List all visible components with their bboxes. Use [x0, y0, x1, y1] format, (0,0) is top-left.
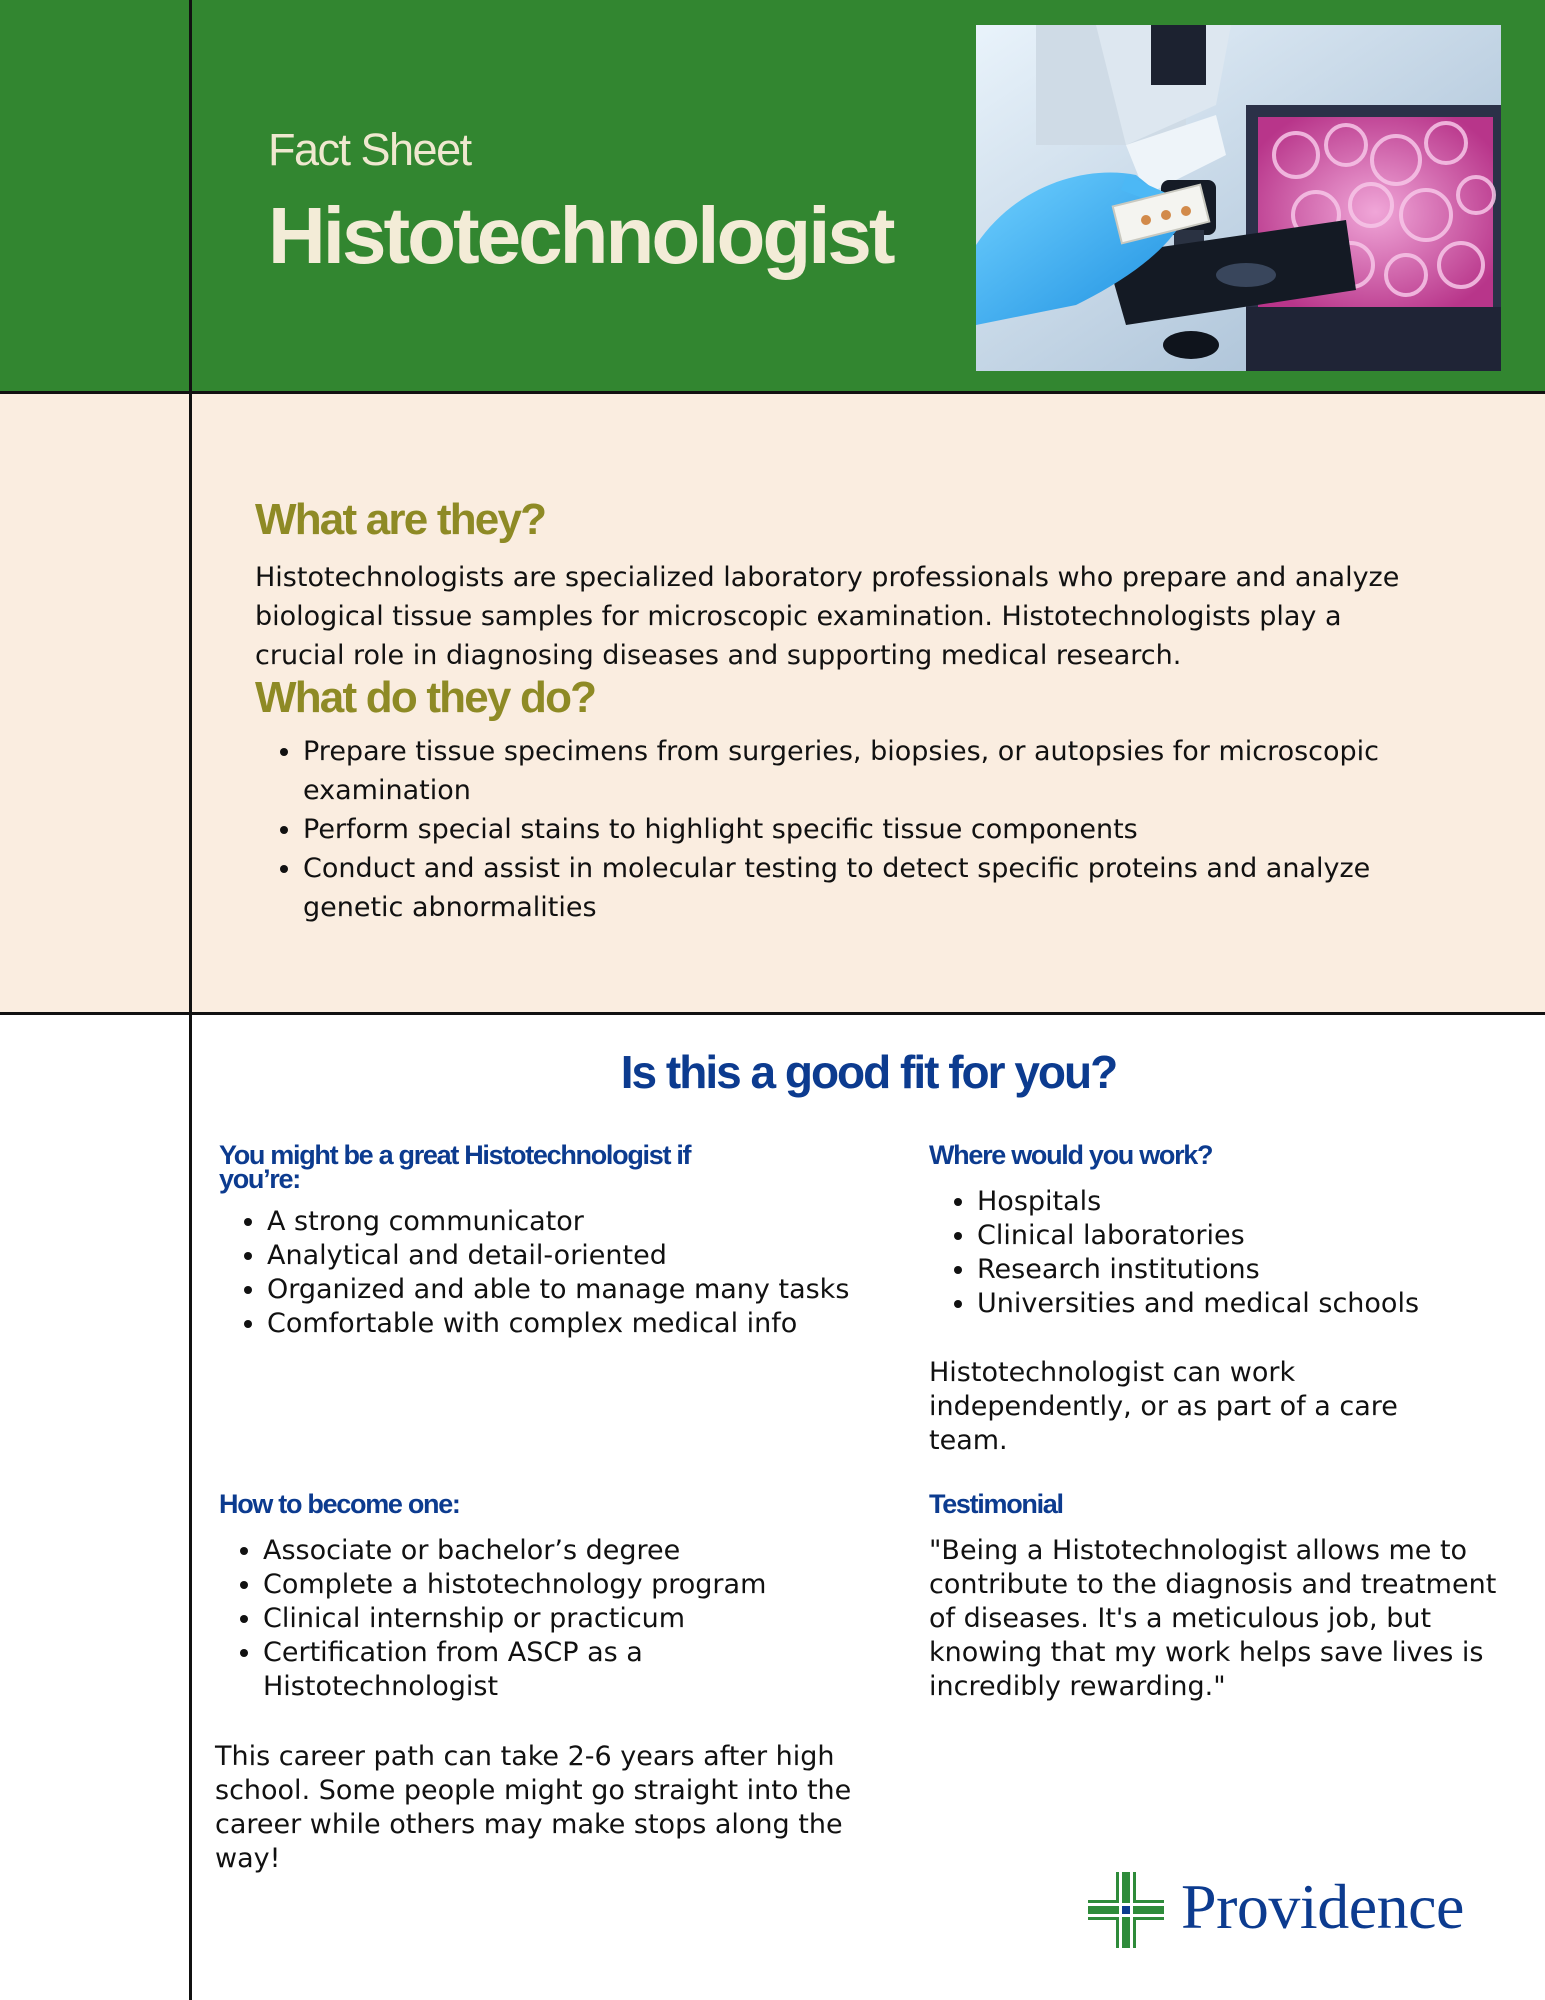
duties-list [255, 732, 1453, 927]
what-are-they-heading: What are they? [255, 495, 546, 544]
traits-heading: You might be a great Histotechnologist if you’re: [219, 1140, 691, 1194]
microscope-photo [976, 25, 1501, 371]
work-note: Histotechnologist can work independently, or as part of a care team. [929, 1357, 1398, 1456]
list-item: • A strong communicator [267, 1205, 867, 1239]
testimonial-heading: Testimonial [929, 1489, 1063, 1519]
list-item: • Associate or bachelor’s degree [263, 1534, 863, 1568]
list-item: • Perform special stains to highlight specific tissue components [303, 810, 1453, 849]
list-item: • Analytical and detail-oriented [267, 1239, 867, 1273]
list-item: • Certification from ASCP as a Histotechnologist [263, 1636, 863, 1704]
divider-intro [0, 1012, 1545, 1015]
providence-logo [1086, 1870, 1486, 1950]
list-item: • Comfortable with complex medical info [267, 1307, 867, 1341]
become-note: This career path can take 2-6 years after high school. Some people might go straight into the career while others may make stops along the way! [215, 1741, 852, 1874]
steps-list [215, 1534, 863, 1704]
list-item: • Universities and medical schools [977, 1287, 1545, 1321]
list-item: • Research institutions [977, 1253, 1545, 1287]
workplaces-list [929, 1185, 1545, 1321]
divider-vertical [189, 0, 192, 2000]
list-item: • Complete a histotechnology program [263, 1568, 863, 1602]
list-item: • Clinical laboratories [977, 1219, 1545, 1253]
list-item: • Conduct and assist in molecular testing to detect specific proteins and analyze genetic abnormalities [303, 849, 1453, 927]
traits-list [219, 1205, 867, 1341]
what-do-they-do-heading: What do they do? [255, 673, 596, 722]
list-item: • Clinical internship or practicum [263, 1602, 863, 1636]
list-item: • Prepare tissue specimens from surgeries, biopsies, or autopsies for microscopic examination [303, 732, 1453, 810]
page-title: Histotechnologist [268, 191, 893, 280]
list-item: • Hospitals [977, 1185, 1545, 1219]
become-heading: How to become one: [219, 1489, 460, 1519]
good-fit-heading: Is this a good fit for you? [620, 1046, 1117, 1098]
providence-wordmark: Providence [1181, 1871, 1464, 1942]
what-are-they-text: Histotechnologists are specialized laboratory professionals who prepare and analyze biological tissue samples for microscopic examination. Histotechnologists play a crucial role in diagnosing diseases and supporting medical research. [255, 562, 1400, 671]
work-heading: Where would you work? [929, 1140, 1213, 1170]
fact-sheet-label: Fact Sheet [268, 124, 471, 175]
providence-cross-icon [1086, 1870, 1166, 1950]
divider-header [0, 391, 1545, 394]
testimonial-text: "Being a Histotechnologist allows me to contribute to the diagnosis and treatment of diseases. It's a meticulous job, but knowing that my work helps save lives is incredibly rewarding." [929, 1535, 1497, 1702]
list-item: • Organized and able to manage many tasks [267, 1273, 867, 1307]
